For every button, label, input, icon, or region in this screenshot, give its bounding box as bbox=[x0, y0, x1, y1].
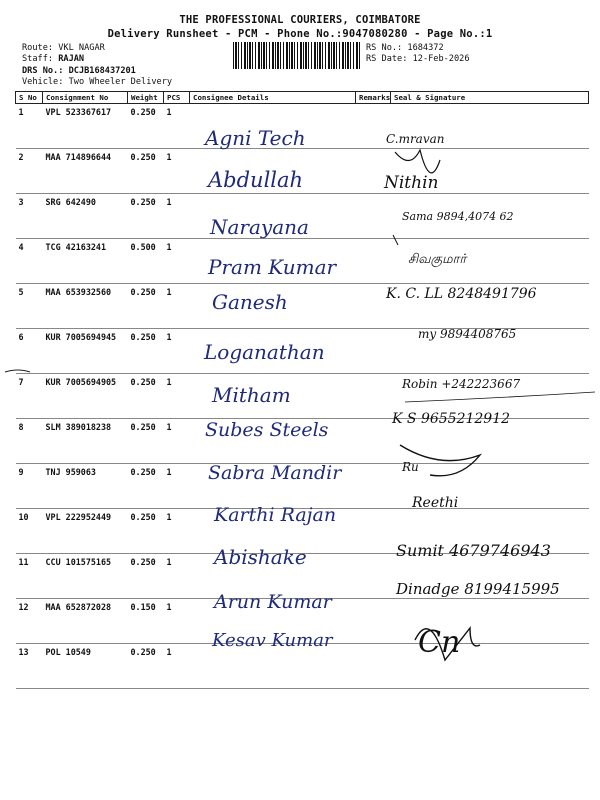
vehicle-value: Two Wheeler Delivery bbox=[68, 77, 173, 87]
sno-cell: 12 bbox=[16, 599, 43, 644]
remarks-cell bbox=[356, 509, 391, 554]
col-header-seal: Seal & Signature bbox=[391, 92, 589, 104]
pcs-cell: 1 bbox=[164, 554, 190, 599]
consignee-handwriting: Arun Kumar bbox=[214, 591, 332, 613]
seal-signature: Nithin bbox=[384, 173, 439, 193]
weight-cell: 0.250 bbox=[128, 149, 164, 194]
col-header-remarks: Remarks bbox=[356, 92, 391, 104]
weight-cell: 0.250 bbox=[128, 374, 164, 419]
weight-cell: 0.150 bbox=[128, 599, 164, 644]
vehicle-label: Vehicle: bbox=[22, 77, 64, 87]
consignee-handwriting: Kesav Kumar bbox=[212, 630, 333, 651]
consignee-handwriting: Abdullah bbox=[208, 168, 304, 192]
remarks-cell bbox=[356, 194, 391, 239]
consignment-cell: TNJ 959063 bbox=[43, 464, 128, 509]
table-header-row bbox=[16, 92, 589, 104]
seal-signature: K S 9655212912 bbox=[392, 411, 511, 427]
seal-signature: Sama 9894,4074 62 bbox=[402, 210, 514, 223]
seal-signature: Dinadge 8199415995 bbox=[396, 580, 560, 598]
consignment-cell: SRG 642490 bbox=[43, 194, 128, 239]
col-header-pcs: PCS bbox=[164, 92, 190, 104]
consignment-cell: VPL 222952449 bbox=[43, 509, 128, 554]
seal-signature: K. C. LL 8248491796 bbox=[386, 286, 537, 302]
weight-cell: 0.250 bbox=[128, 644, 164, 689]
pcs-cell: 1 bbox=[164, 599, 190, 644]
staff-value: RAJAN bbox=[58, 54, 85, 64]
sno-cell: 6 bbox=[16, 329, 43, 374]
consignee-handwriting: Sabra Mandir bbox=[208, 462, 342, 484]
pcs-cell: 1 bbox=[164, 644, 190, 689]
consignment-cell: MAA 652872028 bbox=[43, 599, 128, 644]
rs-no-line bbox=[366, 43, 444, 53]
staff-line bbox=[22, 54, 84, 64]
consignee-handwriting: Ganesh bbox=[212, 290, 288, 314]
barcode-icon bbox=[233, 42, 361, 69]
seal-signature: my 9894408765 bbox=[418, 327, 517, 341]
drs-label: DRS No.: bbox=[22, 66, 64, 76]
weight-cell: 0.250 bbox=[128, 329, 164, 374]
pcs-cell: 1 bbox=[164, 149, 190, 194]
pcs-cell: 1 bbox=[164, 239, 190, 284]
weight-cell: 0.250 bbox=[128, 104, 164, 149]
rs-no-value: 1684372 bbox=[407, 43, 444, 53]
rs-date-line bbox=[366, 54, 470, 64]
route-label: Route: bbox=[22, 43, 54, 53]
consignment-cell: SLM 389018238 bbox=[43, 419, 128, 464]
runsheet-subtitle: Delivery Runsheet - PCM - Phone No.:9047080280 - Page No.:1 bbox=[107, 28, 493, 40]
rs-date-value: 12-Feb-2026 bbox=[412, 54, 470, 64]
seal-signature: Robin +242223667 bbox=[402, 377, 521, 391]
remarks-cell bbox=[356, 239, 391, 284]
pcs-cell: 1 bbox=[164, 104, 190, 149]
consignee-handwriting: Karthi Rajan bbox=[214, 504, 337, 526]
sno-cell: 11 bbox=[16, 554, 43, 599]
weight-cell: 0.250 bbox=[128, 554, 164, 599]
sno-cell: 5 bbox=[16, 284, 43, 329]
route-line bbox=[22, 43, 105, 53]
pcs-cell: 1 bbox=[164, 419, 190, 464]
pcs-cell: 1 bbox=[164, 374, 190, 419]
weight-cell: 0.250 bbox=[128, 194, 164, 239]
remarks-cell bbox=[356, 464, 391, 509]
weight-cell: 0.250 bbox=[128, 464, 164, 509]
consignment-cell: POL 10549 bbox=[43, 644, 128, 689]
drs-line bbox=[22, 66, 136, 76]
consignment-cell: KUR 7005694905 bbox=[43, 374, 128, 419]
col-header-sno: S No bbox=[16, 92, 43, 104]
sno-cell: 9 bbox=[16, 464, 43, 509]
col-header-consignee: Consignee Details bbox=[190, 92, 356, 104]
weight-cell: 0.250 bbox=[128, 509, 164, 554]
sno-cell: 4 bbox=[16, 239, 43, 284]
seal-signature: Sumit 4679746943 bbox=[396, 541, 551, 560]
remarks-cell bbox=[356, 554, 391, 599]
sno-cell: 3 bbox=[16, 194, 43, 239]
col-header-consignment: Consignment No bbox=[43, 92, 128, 104]
consignee-handwriting: Subes Steels bbox=[205, 419, 329, 441]
pcs-cell: 1 bbox=[164, 284, 190, 329]
sno-cell: 7 bbox=[16, 374, 43, 419]
consignment-cell: CCU 101575165 bbox=[43, 554, 128, 599]
remarks-cell bbox=[356, 644, 391, 689]
consignee-handwriting: Loganathan bbox=[204, 340, 325, 364]
sno-cell: 2 bbox=[16, 149, 43, 194]
consignee-handwriting: Abishake bbox=[214, 545, 307, 569]
company-title: THE PROFESSIONAL COURIERS, COIMBATORE bbox=[179, 14, 421, 26]
consignment-cell: MAA 714896644 bbox=[43, 149, 128, 194]
seal-signature: C.mravan bbox=[386, 132, 445, 146]
seal-signature: Cn bbox=[418, 625, 461, 660]
route-value: VKL NAGAR bbox=[58, 43, 105, 53]
sno-cell: 10 bbox=[16, 509, 43, 554]
pcs-cell: 1 bbox=[164, 194, 190, 239]
drs-value: DCJB168437201 bbox=[68, 66, 136, 76]
consignment-cell: KUR 7005694945 bbox=[43, 329, 128, 374]
consignment-cell: VPL 523367617 bbox=[43, 104, 128, 149]
rs-date-label: RS Date: bbox=[366, 54, 408, 64]
seal-signature: Ru bbox=[402, 460, 419, 474]
col-header-weight: Weight bbox=[128, 92, 164, 104]
remarks-cell bbox=[356, 329, 391, 374]
pcs-cell: 1 bbox=[164, 329, 190, 374]
remarks-cell bbox=[356, 599, 391, 644]
rs-no-label: RS No.: bbox=[366, 43, 403, 53]
sno-cell: 1 bbox=[16, 104, 43, 149]
sno-cell: 13 bbox=[16, 644, 43, 689]
pcs-cell: 1 bbox=[164, 464, 190, 509]
consignee-handwriting: Pram Kumar bbox=[208, 255, 337, 279]
pcs-cell: 1 bbox=[164, 509, 190, 554]
weight-cell: 0.500 bbox=[128, 239, 164, 284]
sno-cell: 8 bbox=[16, 419, 43, 464]
seal-signature: சிவகுமார் bbox=[408, 252, 467, 267]
consignee-handwriting: Narayana bbox=[210, 215, 309, 239]
seal-signature: Reethi bbox=[412, 495, 459, 511]
weight-cell: 0.250 bbox=[128, 419, 164, 464]
consignee-handwriting: Agni Tech bbox=[205, 126, 306, 150]
remarks-cell bbox=[356, 374, 391, 419]
vehicle-line bbox=[22, 77, 172, 87]
consignment-cell: TCG 42163241 bbox=[43, 239, 128, 284]
consignment-cell: MAA 653932560 bbox=[43, 284, 128, 329]
remarks-cell bbox=[356, 419, 391, 464]
weight-cell: 0.250 bbox=[128, 284, 164, 329]
staff-label: Staff: bbox=[22, 54, 54, 64]
consignee-handwriting: Mitham bbox=[212, 383, 291, 407]
